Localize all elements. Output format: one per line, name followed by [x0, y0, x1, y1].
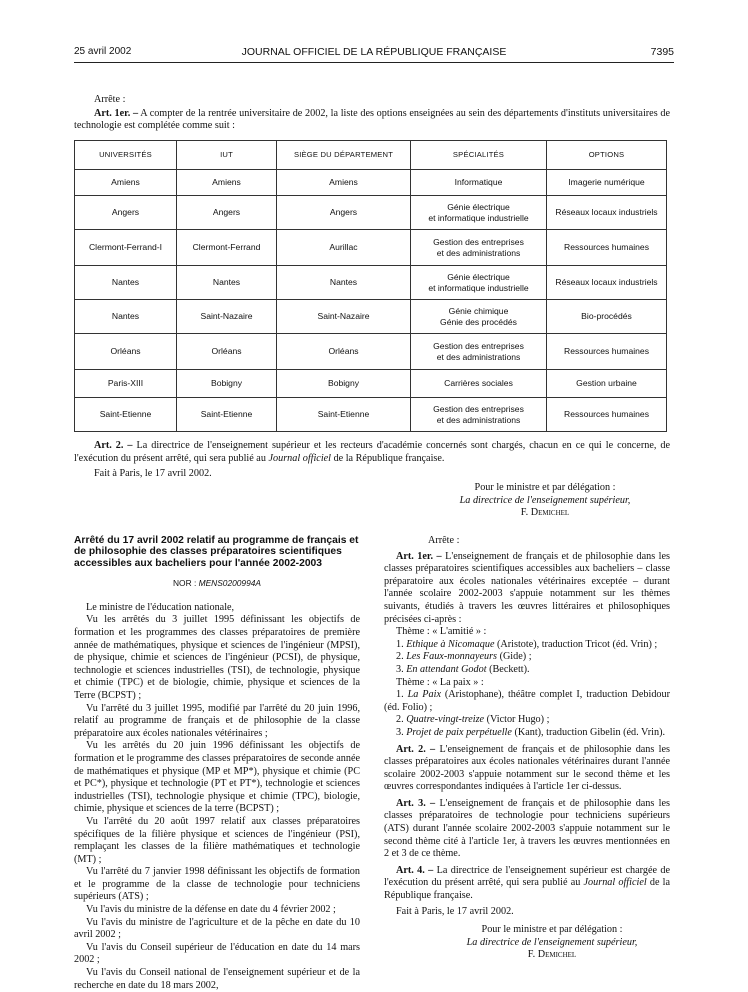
- decree-title: Arrêté du 17 avril 2002 relatif au programme de français et de philosophie des classes préparatoires scientifiques accessibles aux bacheliers pour l'année 2002-2003: [74, 535, 359, 569]
- iut-cell: Orléans: [177, 334, 277, 370]
- siege-cell: Nantes: [277, 266, 411, 300]
- page-number: 7395: [650, 46, 674, 58]
- column-header: IUT: [177, 141, 277, 170]
- option-cell: Imagerie numérique: [547, 170, 667, 196]
- right-column: [384, 535, 670, 962]
- iut-cell: Saint-Nazaire: [177, 300, 277, 334]
- work-item: 2. Les Faux-monnayeurs (Gide) ;: [396, 651, 532, 663]
- fait-a-paris: Fait à Paris, le 17 avril 2002.: [396, 905, 514, 917]
- issue-date: 25 avril 2002: [74, 46, 132, 57]
- option-cell: Bio-procédés: [547, 300, 667, 334]
- article-1-text: A compter de la rentrée universitaire de 2002, la liste des options enseignées au sein des départements d'instituts universitaires de technologie est complétée comme suit :: [74, 107, 670, 132]
- article-1-paragraph: [74, 108, 670, 133]
- table-row: [75, 300, 667, 334]
- iut-cell: Nantes: [177, 266, 277, 300]
- signature-name: F. Demichel: [520, 507, 570, 519]
- option-cell: Ressources humaines: [547, 398, 667, 432]
- options-table: [74, 140, 667, 432]
- universite-cell: Saint-Etienne: [75, 398, 177, 432]
- minister-line: Le ministre de l'éducation nationale,: [86, 601, 235, 613]
- theme-paix: Thème : « La paix » :: [396, 676, 484, 688]
- option-cell: Ressources humaines: [547, 334, 667, 370]
- specialite-cell: Carrières sociales: [411, 370, 547, 398]
- iut-cell: Clermont-Ferrand: [177, 230, 277, 266]
- journal-officiel-ref: Journal officiel: [583, 877, 647, 889]
- specialite-cell: Informatique: [411, 170, 547, 196]
- table-row: [75, 370, 667, 398]
- visa-paragraph: Vu l'arrêté du 3 juillet 1995, modifié par l'arrêté du 20 juin 1996, relatif au programme de français et de philosophie de la classe préparatoire aux écoles nationales vétérinaires ;: [74, 702, 360, 739]
- siege-cell: Amiens: [277, 170, 411, 196]
- siege-cell: Bobigny: [277, 370, 411, 398]
- page-header: [74, 46, 674, 60]
- siege-cell: Angers: [277, 196, 411, 230]
- universite-cell: Angers: [75, 196, 177, 230]
- theme-amitie: Thème : « L'amitié » :: [396, 626, 487, 638]
- iut-cell: Saint-Etienne: [177, 398, 277, 432]
- specialite-cell: Génie électrique et informatique industrielle: [411, 266, 547, 300]
- work-item: 3. Projet de paix perpétuelle (Kant), traduction Gibelin (éd. Vrin).: [396, 726, 666, 738]
- article-2-paragraph: Art. 2. – L'enseignement de français et de philosophie dans les classes préparatoires aux écoles nationales vétérinaires durant l'année scolaire 2002-2003 s'appuie notamment sur le second thème et les œuvres correspondantes indiquées à l'article 1er ci-dessus.: [384, 743, 670, 793]
- article-4-label: Art. 4. –: [396, 864, 434, 876]
- article-4-paragraph: Art. 4. – La directrice de l'enseignement supérieur est chargée de l'exécution du présent arrêté, qui sera publié au Journal officiel de la République française.: [384, 864, 671, 902]
- arrete-label: Arrête :: [428, 535, 460, 546]
- universite-cell: Paris-XIII: [75, 370, 177, 398]
- visa-paragraph: Vu l'avis du ministre de l'agriculture et de la pêche en date du 10 avril 2002 ;: [74, 916, 360, 941]
- column-header: UNIVERSITÉS: [75, 141, 177, 170]
- visa-paragraph: Vu les arrêtés du 20 juin 1996 définissant les objectifs de formation et le programme des classes préparatoires de seconde année de mathématiques et physique (MP et MP*), physique et chimie (PC et PC*), physique et technologie (PT et PT*), technologie et sciences industrielles (TSI), technologie physique et chimie (TPC), biologie, chimie, physique et sciences de la terre (BCPST) ;: [74, 740, 360, 815]
- article-2-paragraph: [74, 440, 670, 465]
- signature-block: [420, 482, 670, 520]
- table-row: [75, 266, 667, 300]
- article-1-text: L'enseignement de français et de philosophie dans les classes préparatoires scientifiques accessibles aux bacheliers – classe préparatoire aux écoles nationales vétérinaires exceptée – durant l'année scolaire 2002-2003 s'appuie notamment sur les thèmes suivants, étudiés à travers les œuvres littéraires et philosophiques précisées ci-après :: [384, 550, 670, 625]
- visa-paragraph: Vu les arrêtés du 3 juillet 1995 définissant les objectifs de formation et les programmes des classes préparatoires de première année de mathématiques, physique et sciences de l'ingénieur (MPSI), de physique, chimie et sciences de l'ingénieur (PCSI), de physique, technologie et sciences industrielles (TSI), de technologie, physique et chimie (TPC) et de biologie, chimie, physique et sciences de la Terre (BCPST) ;: [74, 614, 360, 701]
- article-1-label: Art. 1er. –: [94, 107, 139, 119]
- visa-paragraph: Vu l'avis du ministre de la défense en date du 4 février 2002 ;: [86, 904, 336, 916]
- column-header: SPÉCIALITÉS: [411, 141, 547, 170]
- option-cell: Ressources humaines: [547, 230, 667, 266]
- option-cell: Réseaux locaux industriels: [547, 266, 667, 300]
- universite-cell: Amiens: [75, 170, 177, 196]
- visa-paragraph: Vu l'arrêté du 20 août 1997 relatif aux classes préparatoires spécifiques de la filière physique et sciences de l'ingénieur (PSI), remplaçant les classes de la filière mathématiques et technologie (MT) ;: [74, 815, 360, 865]
- work-item: 1. Ethique à Nicomaque (Aristote), traduction Tricot (éd. Vrin) ;: [396, 638, 658, 650]
- iut-cell: Bobigny: [177, 370, 277, 398]
- table-row: [75, 230, 667, 266]
- visa-paragraph: Vu l'arrêté du 7 janvier 1998 définissant les objectifs de formation et le programme de la classe de technologie pour techniciens supérieurs (ATS) ;: [74, 866, 360, 903]
- article-3-paragraph: Art. 3. – L'enseignement de français et de philosophie dans les classes préparatoires de technologie pour techniciens supérieurs (ATS) durant l'année scolaire 2002-2003 s'appuie notamment sur le second thème cité à l'article 1er, à travers les œuvres mentionnées en 2 et 3 de ce thème.: [384, 797, 670, 860]
- visas-list: [74, 602, 360, 992]
- journal-officiel-ref: Journal officiel: [268, 452, 332, 464]
- specialite-cell: Gestion des entreprises et des administrations: [411, 230, 547, 266]
- signature-delegation: Pour le ministre et par délégation :: [474, 482, 616, 493]
- nor-code: MENS0200994A: [198, 578, 261, 589]
- article-1-label: Art. 1er. –: [396, 550, 442, 562]
- top-decree: [74, 94, 670, 133]
- signature-name: F. Demichel: [527, 949, 577, 961]
- table-row: [75, 196, 667, 230]
- work-item: 1. La Paix (Aristophane), théâtre complet I, traduction Debidour (éd. Folio) ;: [384, 689, 671, 713]
- siege-cell: Saint-Etienne: [277, 398, 411, 432]
- column-header: SIÈGE DU DÉPARTEMENT: [277, 141, 411, 170]
- article-2-text-end: de la République française.: [331, 452, 445, 464]
- table-header-row: [75, 141, 667, 170]
- specialite-cell: Génie électrique et informatique industrielle: [411, 196, 547, 230]
- universite-cell: Orléans: [75, 334, 177, 370]
- universite-cell: Clermont-Ferrand-I: [75, 230, 177, 266]
- specialite-cell: Gestion des entreprises et des administrations: [411, 398, 547, 432]
- universite-cell: Nantes: [75, 300, 177, 334]
- article-2-label: Art. 2. –: [396, 743, 436, 755]
- article-2-label: Art. 2. –: [94, 440, 133, 451]
- article-1-paragraph: [384, 551, 670, 627]
- header-rule: [74, 62, 674, 63]
- nor-reference: NOR : MENS0200994A: [173, 578, 261, 589]
- fait-a-paris: Fait à Paris, le 17 avril 2002.: [94, 468, 212, 480]
- arrete-label: Arrête :: [94, 94, 126, 105]
- column-header: OPTIONS: [547, 141, 667, 170]
- iut-cell: Angers: [177, 196, 277, 230]
- signature-title: La directrice de l'enseignement supérieur,: [459, 494, 631, 506]
- option-cell: Réseaux locaux industriels: [547, 196, 667, 230]
- signature-block: [384, 924, 670, 962]
- table-row: [75, 334, 667, 370]
- universite-cell: Nantes: [75, 266, 177, 300]
- journal-title: JOURNAL OFFICIEL DE LA RÉPUBLIQUE FRANÇAISE: [241, 46, 507, 58]
- table-row: [75, 398, 667, 432]
- iut-cell: Amiens: [177, 170, 277, 196]
- option-cell: Gestion urbaine: [547, 370, 667, 398]
- table-row: [75, 170, 667, 196]
- signature-title: La directrice de l'enseignement supérieur,: [466, 936, 638, 948]
- specialite-cell: Génie chimique Génie des procédés: [411, 300, 547, 334]
- visa-paragraph: Vu l'avis du Conseil supérieur de l'éducation en date du 14 mars 2002 ;: [74, 941, 360, 966]
- siege-cell: Orléans: [277, 334, 411, 370]
- article-2-text: La directrice de l'enseignement supérieur et les recteurs d'académie concernés sont chargés, chacun en ce qui le concerne, de l'exécution du présent arrêté, qui sera publié au: [74, 440, 670, 464]
- siege-cell: Saint-Nazaire: [277, 300, 411, 334]
- article-3-label: Art. 3. –: [396, 797, 436, 809]
- article-2-block: [74, 440, 670, 481]
- signature-delegation: Pour le ministre et par délégation :: [481, 924, 623, 936]
- specialite-cell: Gestion des entreprises et des administrations: [411, 334, 547, 370]
- work-item: 2. Quatre-vingt-treize (Victor Hugo) ;: [396, 714, 550, 726]
- work-item: 3. En attendant Godot (Beckett).: [396, 663, 530, 675]
- visa-paragraph: Vu l'avis du Conseil national de l'enseignement supérieur et de la recherche en date du 18 mars 2002,: [74, 967, 360, 991]
- siege-cell: Aurillac: [277, 230, 411, 266]
- left-column: [74, 535, 360, 992]
